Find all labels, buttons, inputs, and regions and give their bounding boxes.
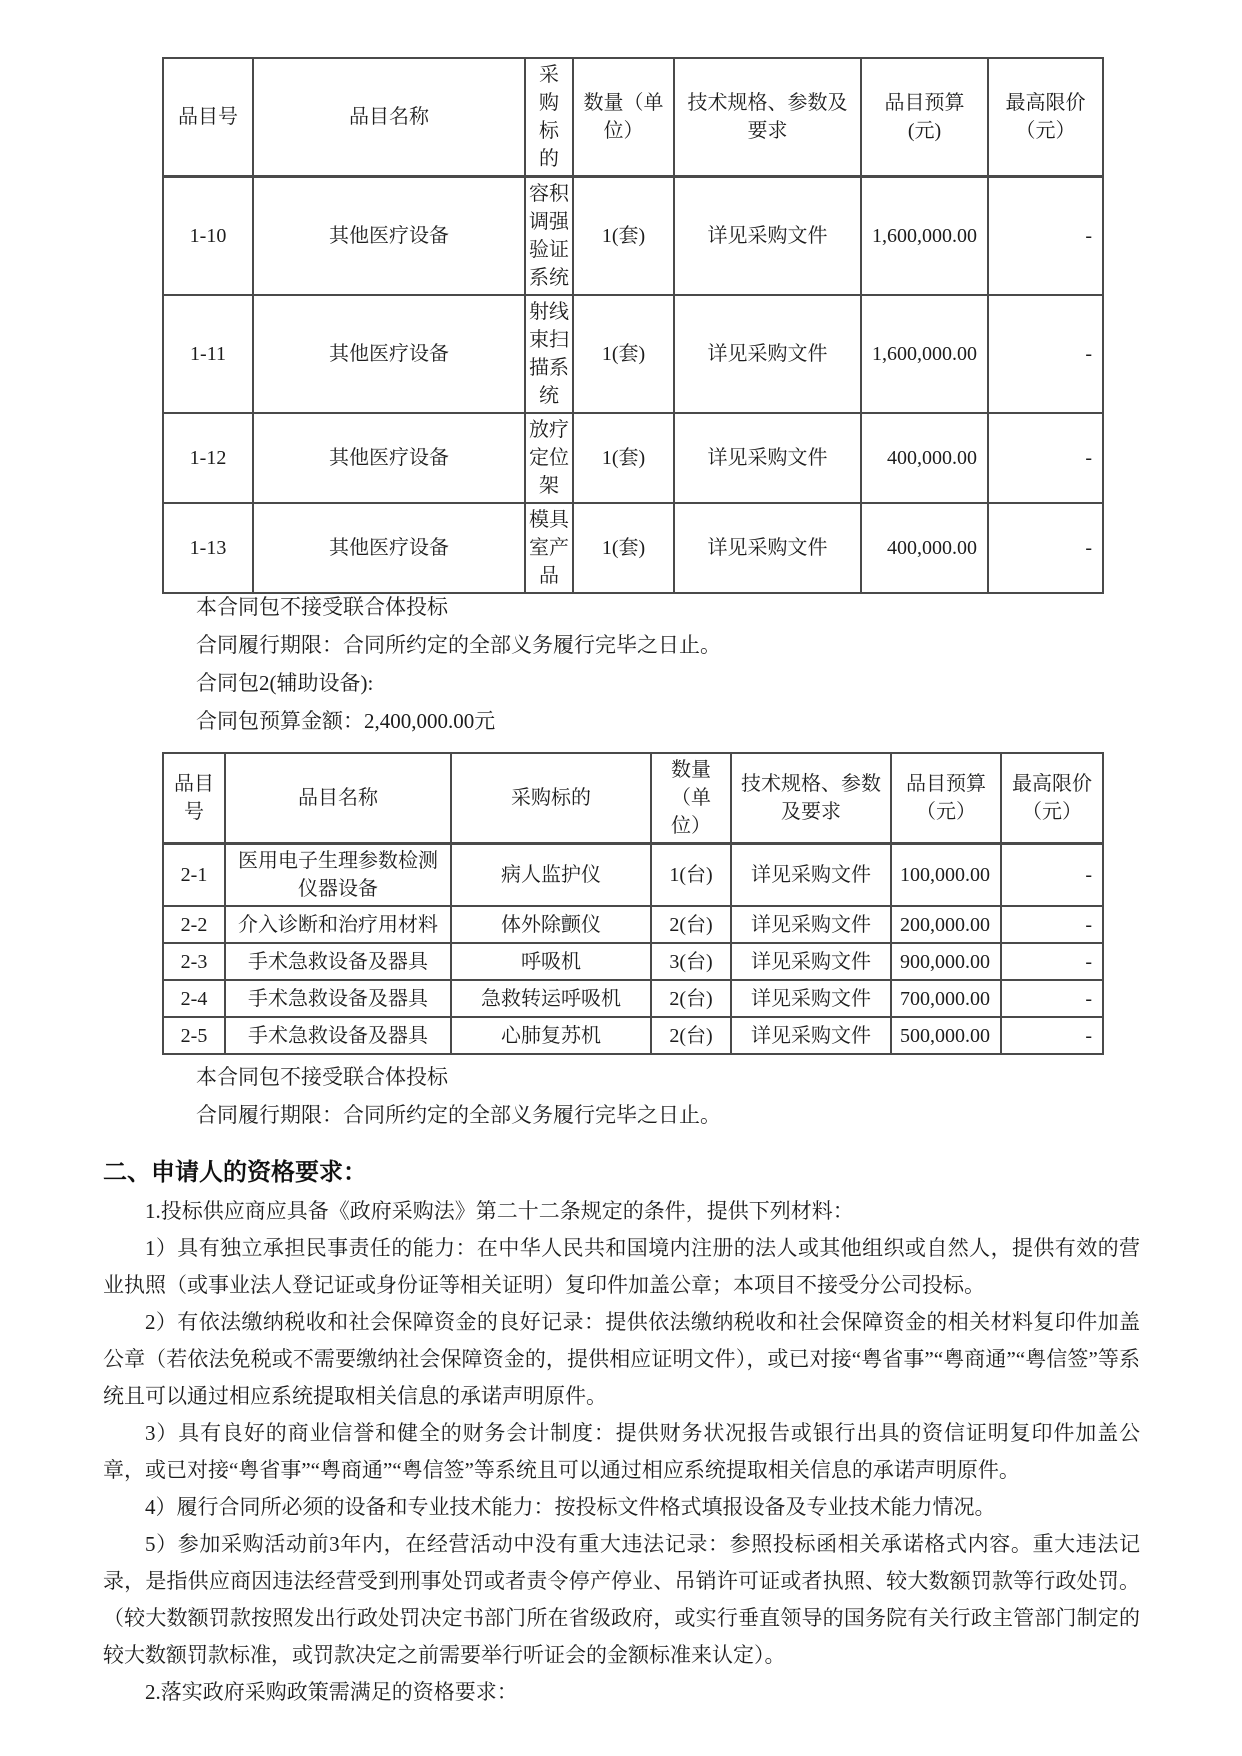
package2-title: 合同包2(辅助设备):	[196, 671, 374, 695]
column-header: 品目名称	[253, 58, 525, 177]
column-header: 品目预算（元）	[891, 753, 1001, 844]
table-cell: 详见采购文件	[731, 943, 891, 980]
package1-items-table	[162, 57, 1104, 594]
package1-table-header	[163, 58, 1103, 177]
package2-no-consortium-note: 本合同包不接受联合体投标	[196, 1065, 448, 1089]
table-cell: -	[1001, 906, 1103, 943]
table-cell: 1(套)	[573, 503, 674, 593]
table-cell: 手术急救设备及器具	[225, 1017, 451, 1054]
table-cell: 1-12	[163, 413, 253, 503]
column-header: 数量（单位）	[573, 58, 674, 177]
column-header: 最高限价（元）	[988, 58, 1103, 177]
table-cell: 2-1	[163, 844, 225, 907]
table-cell: 容积调强验证系统	[525, 177, 573, 296]
table-row	[163, 295, 1103, 413]
table-cell: 400,000.00	[861, 503, 988, 593]
table-cell: 400,000.00	[861, 413, 988, 503]
paragraph-civil-liability: 1）具有独立承担民事责任的能力：在中华人民共和国境内注册的法人或其他组织或自然人，提供有效的营业执照（或事业法人登记证或身份证等相关证明）复印件加盖公章；本项目不接受分公司投标。	[103, 1236, 1140, 1297]
paragraph-materials-intro: 1.投标供应商应具备《政府采购法》第二十二条规定的条件，提供下列材料：	[145, 1199, 854, 1223]
table-cell: 其他医疗设备	[253, 177, 525, 296]
table-cell: 1-11	[163, 295, 253, 413]
table-cell: -	[988, 177, 1103, 296]
table-cell: 详见采购文件	[674, 413, 861, 503]
table-cell: 2-4	[163, 980, 225, 1017]
table-row	[163, 844, 1103, 907]
package2-budget: 合同包预算金额：2,400,000.00元	[196, 709, 496, 733]
table-cell: 模具室产品	[525, 503, 573, 593]
paragraph-financial-credit: 3）具有良好的商业信誉和健全的财务会计制度：提供财务状况报告或银行出具的资信证明复印件加盖公章，或已对接“粤省事”“粤商通”“粤信签”等系统且可以通过相应系统提取相关信息的承诺声明原件。	[103, 1421, 1140, 1482]
package2-items-table	[162, 752, 1104, 1055]
table-cell: 500,000.00	[891, 1017, 1001, 1054]
table-cell: 病人监护仪	[451, 844, 651, 907]
package2-duration-note: 合同履行期限：合同所约定的全部义务履行完毕之日止。	[196, 1103, 721, 1127]
table-cell: 1(套)	[573, 295, 674, 413]
table-cell: 详见采购文件	[731, 844, 891, 907]
table-cell: 1(套)	[573, 177, 674, 296]
table-row	[163, 906, 1103, 943]
table-cell: 射线束扫描系统	[525, 295, 573, 413]
column-header: 采购标的	[525, 58, 573, 177]
table-cell: 放疗定位架	[525, 413, 573, 503]
table-cell: -	[1001, 980, 1103, 1017]
table-cell: 体外除颤仪	[451, 906, 651, 943]
table-cell: 1-13	[163, 503, 253, 593]
package2-table-body	[163, 844, 1103, 1055]
table-cell: 其他医疗设备	[253, 413, 525, 503]
table-cell: 2-3	[163, 943, 225, 980]
table-row	[163, 943, 1103, 980]
table-cell: 2(台)	[651, 980, 731, 1017]
table-cell: -	[1001, 1017, 1103, 1054]
column-header: 品目号	[163, 58, 253, 177]
column-header: 采购标的	[451, 753, 651, 844]
header-row	[163, 753, 1103, 844]
package1-table-body	[163, 177, 1103, 594]
table-cell: -	[988, 503, 1103, 593]
table-cell: 手术急救设备及器具	[225, 980, 451, 1017]
table-row	[163, 980, 1103, 1017]
table-cell: 1(台)	[651, 844, 731, 907]
table-cell: 1,600,000.00	[861, 177, 988, 296]
table-row	[163, 413, 1103, 503]
section2-paragraphs	[103, 1193, 1140, 1711]
package2-intro	[196, 664, 495, 740]
table-cell: -	[1001, 943, 1103, 980]
table-cell: 900,000.00	[891, 943, 1001, 980]
package2-table-header	[163, 753, 1103, 844]
package2-notes	[196, 1058, 721, 1134]
table-cell: 介入诊断和治疗用材料	[225, 906, 451, 943]
column-header: 技术规格、参数及要求	[674, 58, 861, 177]
column-header: 品目名称	[225, 753, 451, 844]
package1-notes	[196, 588, 721, 664]
table-cell: 2(台)	[651, 906, 731, 943]
table-row	[163, 503, 1103, 593]
table-cell: 其他医疗设备	[253, 503, 525, 593]
paragraph-no-major-violations: 5）参加采购活动前3年内，在经营活动中没有重大违法记录：参照投标函相关承诺格式内容。重大违法记录，是指供应商因违法经营受到刑事处罚或者责令停产停业、吊销许可证或者执照、较大数额罚款等行政处罚。（较大数额罚款按照发出行政处罚决定书部门所在省级政府，或实行垂直领导的国务院有关行政主管部门制定的较大数额罚款标准，或罚款决定之前需要举行听证会的金额标准来认定）。	[103, 1532, 1140, 1667]
table-cell: 2-2	[163, 906, 225, 943]
table-cell: 1-10	[163, 177, 253, 296]
table-cell: 详见采购文件	[731, 980, 891, 1017]
table-cell: -	[988, 295, 1103, 413]
table-cell: 心肺复苏机	[451, 1017, 651, 1054]
column-header: 品目号	[163, 753, 225, 844]
table-cell: 2(台)	[651, 1017, 731, 1054]
package1-duration-note: 合同履行期限：合同所约定的全部义务履行完毕之日止。	[196, 633, 721, 657]
column-header: 最高限价（元）	[1001, 753, 1103, 844]
table-cell: 呼吸机	[451, 943, 651, 980]
table-cell: 详见采购文件	[731, 906, 891, 943]
table-cell: 详见采购文件	[674, 295, 861, 413]
table-cell: 700,000.00	[891, 980, 1001, 1017]
column-header: 数量（单位）	[651, 753, 731, 844]
paragraph-equipment-capability: 4）履行合同所必须的设备和专业技术能力：按投标文件格式填报设备及专业技术能力情况。	[145, 1495, 996, 1519]
table-cell: 医用电子生理参数检测仪器设备	[225, 844, 451, 907]
table-cell: 详见采购文件	[674, 177, 861, 296]
table-cell: 1(套)	[573, 413, 674, 503]
package1-no-consortium-note: 本合同包不接受联合体投标	[196, 595, 448, 619]
table-row	[163, 177, 1103, 296]
table-cell: 3(台)	[651, 943, 731, 980]
table-cell: -	[1001, 844, 1103, 907]
table-cell: 200,000.00	[891, 906, 1001, 943]
header-row	[163, 58, 1103, 177]
table-row	[163, 1017, 1103, 1054]
table-cell: 详见采购文件	[674, 503, 861, 593]
table-cell: 详见采购文件	[731, 1017, 891, 1054]
table-cell: -	[988, 413, 1103, 503]
column-header: 技术规格、参数及要求	[731, 753, 891, 844]
paragraph-tax-social-security: 2）有依法缴纳税收和社会保障资金的良好记录：提供依法缴纳税收和社会保障资金的相关材料复印件加盖公章（若依法免税或不需要缴纳社会保障资金的，提供相应证明文件），或已对接“粤省事”“粤商通”“粤信签”等系统且可以通过相应系统提取相关信息的承诺声明原件。	[103, 1310, 1140, 1408]
column-header: 品目预算(元)	[861, 58, 988, 177]
table-cell: 100,000.00	[891, 844, 1001, 907]
table-cell: 其他医疗设备	[253, 295, 525, 413]
paragraph-policy-requirements: 2.落实政府采购政策需满足的资格要求：	[145, 1680, 518, 1704]
table-cell: 手术急救设备及器具	[225, 943, 451, 980]
table-cell: 2-5	[163, 1017, 225, 1054]
section2-heading: 二、申请人的资格要求：	[103, 1159, 367, 1186]
table-cell: 急救转运呼吸机	[451, 980, 651, 1017]
table-cell: 1,600,000.00	[861, 295, 988, 413]
